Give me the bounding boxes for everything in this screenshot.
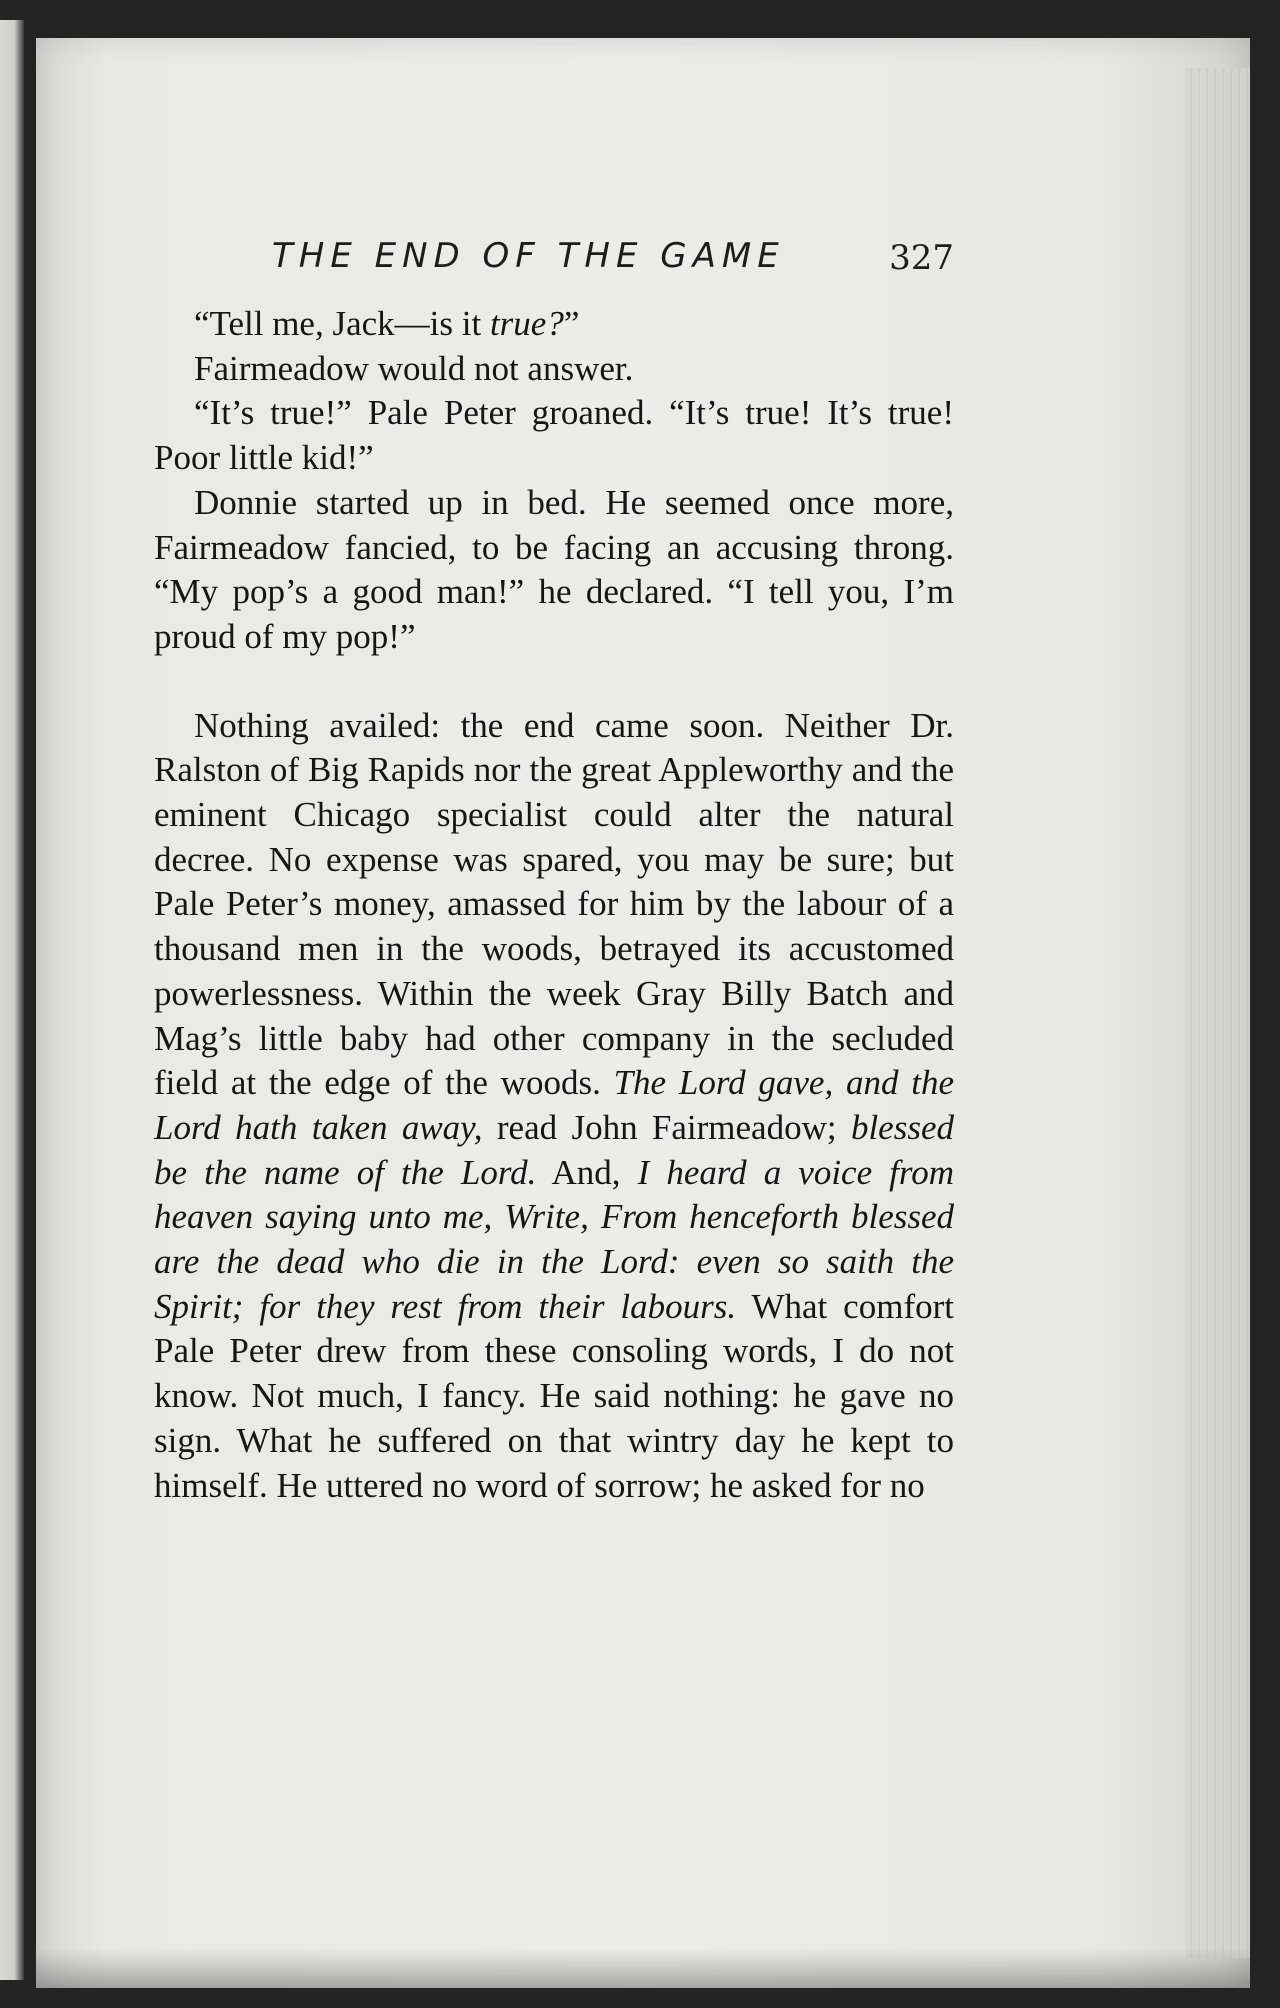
previous-page-edge <box>0 20 24 1980</box>
text-run: ” <box>563 304 580 343</box>
text-run: What comfort Pale Peter drew from these consoling words, I do not know. Not much, I fancy. He said nothing: he gave no sign. What he suffered on that wintry day he kept to himself. He uttered no word of sorrow; he asked for no <box>154 1286 954 1505</box>
italic-text: The Lord gave, and the Lord hath taken away, <box>154 1063 954 1147</box>
running-head: THE END OF THE GAME <box>272 236 785 276</box>
italic-text: true? <box>489 304 564 343</box>
italic-text: blessed be the name of the Lord. <box>154 1107 954 1192</box>
text-run: read John Fairmeadow; <box>482 1107 851 1147</box>
italic-text: I heard a voice from heaven saying unto me, Write, From henceforth blessed are the dead who die in the Lord: even so saith the Spirit; for they rest from their labours. <box>154 1152 954 1326</box>
paragraph <box>154 347 954 392</box>
paragraph <box>154 481 954 660</box>
page-fore-edge <box>1186 68 1250 1958</box>
page-header <box>240 232 960 292</box>
text-run: Fairmeadow would not answer. <box>194 348 634 388</box>
text-run: Nothing availed: the end came soon. Neither Dr. Ralston of Big Rapids nor the great Appleworthy and the eminent Chicago specialist could alter the natural decree. No expense was spared, you may be sure; but Pale Peter’s money, amassed for him by the labour of a thousand men in the woods, betrayed its accustomed powerlessness. Within the week Gray Billy Batch and Mag’s little baby had other company in the secluded field at the edge of the woods. <box>154 705 954 1103</box>
paragraph <box>154 391 954 480</box>
text-run: Donnie started up in bed. He seemed once more, Fairmeadow fancied, to be facing an accusing throng. “My pop’s a good man!” he declared. “I tell you, I’m proud of my pop!” <box>154 482 954 656</box>
text-run: “It’s true!” Pale Peter groaned. “It’s true! It’s true! Poor little kid!” <box>154 393 954 478</box>
paragraph <box>154 302 954 347</box>
page-number: 327 <box>889 238 954 278</box>
body-text <box>154 302 954 1508</box>
page-bottom-shadow <box>36 1948 1250 1988</box>
text-run: And, <box>536 1152 638 1192</box>
paragraph <box>154 704 954 1509</box>
text-run: “Tell me, Jack—is it <box>194 304 490 343</box>
